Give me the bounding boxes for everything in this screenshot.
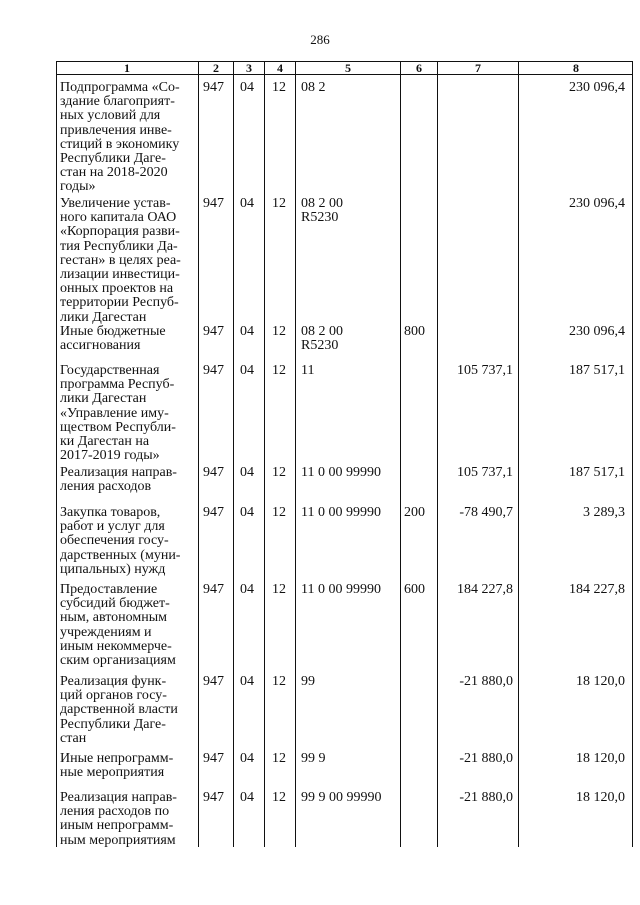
row-code-section: 04: [240, 80, 254, 95]
header-col-2: 2: [213, 61, 219, 75]
row-code-target: 99 9 00 99990: [301, 790, 382, 805]
row-code-subsection: 12: [272, 363, 286, 378]
column-divider: [295, 61, 296, 847]
row-code-expense-type: 600: [404, 582, 425, 597]
column-divider: [233, 61, 234, 847]
header-col-5: 5: [345, 61, 351, 75]
header-col-7: 7: [475, 61, 481, 75]
row-code-admin: 947: [203, 790, 224, 805]
column-divider: [56, 61, 57, 847]
row-code-admin: 947: [203, 674, 224, 689]
column-divider: [400, 61, 401, 847]
row-change-amount: -21 880,0: [459, 751, 513, 766]
row-change-amount: -21 880,0: [459, 674, 513, 689]
row-total-amount: 187 517,1: [569, 465, 625, 480]
row-code-target: 08 2 00 R5230: [301, 196, 343, 226]
row-name: Увеличение устав- ного капитала ОАО «Корпорация разви- тия Республики Да- гестан» в целях реа- лизации инвестици- онных проектов на территории Респуб- лики Дагестан: [60, 196, 181, 325]
row-name: Реализация направ- ления расходов по иным непрограмм- ным мероприятиям: [60, 790, 177, 848]
row-code-subsection: 12: [272, 674, 286, 689]
row-code-admin: 947: [203, 505, 224, 520]
row-code-section: 04: [240, 465, 254, 480]
page-number: 286: [310, 32, 330, 47]
row-code-target: 08 2: [301, 80, 326, 95]
budget-table: [56, 61, 633, 847]
row-code-admin: 947: [203, 80, 224, 95]
row-code-section: 04: [240, 363, 254, 378]
row-code-admin: 947: [203, 465, 224, 480]
header-col-8: 8: [573, 61, 579, 75]
row-code-admin: 947: [203, 196, 224, 211]
table-header: [56, 61, 633, 75]
row-name: Подпрограмма «Со- здание благоприят- ных условий для привлечения инве- стиций в экономику Республики Даге- стан на 2018-2020 годы»: [60, 80, 180, 195]
row-code-target: 11 0 00 99990: [301, 505, 381, 520]
row-code-target: 11 0 00 99990: [301, 465, 381, 480]
row-total-amount: 18 120,0: [576, 751, 625, 766]
row-code-expense-type: 200: [404, 505, 425, 520]
row-code-subsection: 12: [272, 582, 286, 597]
row-code-subsection: 12: [272, 790, 286, 805]
row-total-amount: 184 227,8: [569, 582, 625, 597]
row-name: Реализация функ- ций органов госу- дарственной власти Республики Даге- стан: [60, 674, 178, 746]
row-total-amount: 187 517,1: [569, 363, 625, 378]
row-code-subsection: 12: [272, 196, 286, 211]
row-change-amount: 184 227,8: [457, 582, 513, 597]
row-change-amount: 105 737,1: [457, 363, 513, 378]
row-code-section: 04: [240, 196, 254, 211]
row-code-section: 04: [240, 505, 254, 520]
row-total-amount: 18 120,0: [576, 674, 625, 689]
row-change-amount: -78 490,7: [459, 505, 513, 520]
row-total-amount: 18 120,0: [576, 790, 625, 805]
row-code-section: 04: [240, 751, 254, 766]
row-total-amount: 230 096,4: [569, 196, 625, 211]
row-code-target: 11: [301, 363, 315, 378]
row-code-admin: 947: [203, 582, 224, 597]
row-name: Иные бюджетные ассигнования: [60, 324, 166, 354]
row-code-section: 04: [240, 582, 254, 597]
row-name: Предоставление субсидий бюджет- ным, автономным учреждениям и иным некоммерче- ским организациям: [60, 582, 176, 669]
row-total-amount: 230 096,4: [569, 324, 625, 339]
row-code-admin: 947: [203, 751, 224, 766]
header-col-6: 6: [416, 61, 422, 75]
row-code-section: 04: [240, 324, 254, 339]
header-col-4: 4: [277, 61, 283, 75]
row-name: Государственная программа Респуб- лики Дагестан «Управление иму- ществом Республи- ки Дагестан на 2017-2019 годы»: [60, 363, 176, 464]
row-code-subsection: 12: [272, 505, 286, 520]
row-code-target: 11 0 00 99990: [301, 582, 381, 597]
row-total-amount: 230 096,4: [569, 80, 625, 95]
row-change-amount: 105 737,1: [457, 465, 513, 480]
row-code-subsection: 12: [272, 751, 286, 766]
row-code-target: 08 2 00 R5230: [301, 324, 343, 354]
column-divider: [518, 61, 519, 847]
column-divider: [437, 61, 438, 847]
header-col-1: 1: [124, 61, 130, 75]
row-code-section: 04: [240, 790, 254, 805]
row-code-subsection: 12: [272, 80, 286, 95]
row-code-target: 99: [301, 674, 315, 689]
row-code-expense-type: 800: [404, 324, 425, 339]
row-name: Закупка товаров, работ и услуг для обеспечения госу- дарственных (муни- ципальных) нужд: [60, 505, 181, 577]
row-code-admin: 947: [203, 363, 224, 378]
row-total-amount: 3 289,3: [583, 505, 625, 520]
row-name: Иные непрограмм- ные мероприятия: [60, 751, 174, 781]
row-code-subsection: 12: [272, 465, 286, 480]
column-divider: [632, 61, 633, 847]
row-code-target: 99 9: [301, 751, 326, 766]
row-name: Реализация направ- ления расходов: [60, 465, 177, 495]
column-divider: [264, 61, 265, 847]
header-col-3: 3: [246, 61, 252, 75]
column-divider: [198, 61, 199, 847]
row-code-admin: 947: [203, 324, 224, 339]
row-code-subsection: 12: [272, 324, 286, 339]
row-change-amount: -21 880,0: [459, 790, 513, 805]
row-code-section: 04: [240, 674, 254, 689]
